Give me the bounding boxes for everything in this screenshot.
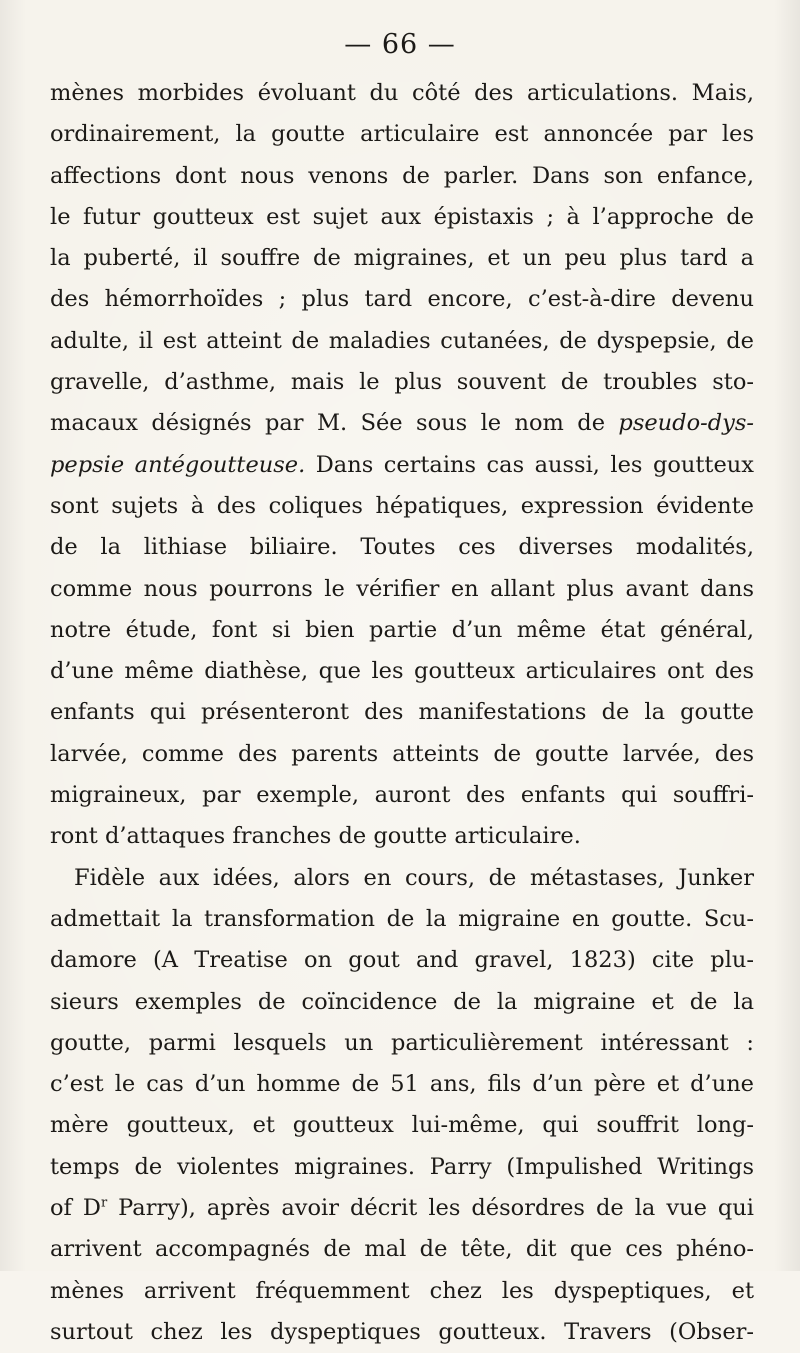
italic-term: pepsie antégoutteuse. <box>50 451 306 478</box>
text-line: sieurs exemples de coïncidence de la migraine et de la <box>50 988 754 1015</box>
text-line: comme nous pourrons le vérifier en allant plus avant dans <box>50 575 754 602</box>
text-line: ront d’attaques franches de goutte articulaire. <box>50 823 581 850</box>
italic-term: pseudo-dys- <box>618 410 754 437</box>
text-run: Dans certains cas aussi, les goutteux <box>305 451 754 478</box>
text-line: de la lithiase biliaire. Toutes ces diverses modalités, <box>50 534 754 561</box>
text-line: mènes arrivent fréquemment chez les dyspeptiques, et <box>50 1277 754 1304</box>
text-line: mènes morbides évoluant du côté des articulations. Mais, <box>50 80 754 106</box>
text-line: c’est le cas d’un homme de 51 ans, fils d’un père et d’une <box>50 1071 754 1098</box>
text-line: la puberté, il souffre de migraines, et un peu plus tard a <box>50 245 754 272</box>
text-line: notre étude, font si bien partie d’un même état général, <box>50 616 754 643</box>
text-line: larvée, comme des parents atteints de goutte larvée, des <box>50 740 754 767</box>
text-line: gravelle, d’asthme, mais le plus souvent de troubles sto- <box>50 369 754 396</box>
text-run: macaux désignés par M. Sée sous le nom de <box>50 410 619 437</box>
text-line <box>50 1188 754 1229</box>
text-line <box>50 403 754 444</box>
text-line: affections dont nous venons de parler. Dans son enfance, <box>50 162 754 189</box>
paragraph-start-line: Fidèle aux idées, alors en cours, de métastases, Junker <box>74 864 754 891</box>
text-run: Parry), après avoir décrit les désordres de la vue qui <box>107 1195 754 1222</box>
text-line <box>50 445 754 486</box>
text-line: adulte, il est atteint de maladies cutanées, de dyspepsie, de <box>50 327 754 354</box>
text-line: ordinairement, la goutte articulaire est annoncée par les <box>50 121 754 148</box>
text-line: damore (A Treatise on gout and gravel, 1823) cite plu- <box>50 947 754 974</box>
text-line: surtout chez les dyspeptiques goutteux. Travers (Obser- <box>50 1318 754 1345</box>
text-line: migraineux, par exemple, auront des enfants qui souffri- <box>50 782 754 809</box>
text-line: goutte, parmi lesquels un particulièrement intéressant : <box>50 1029 754 1056</box>
text-run: of D <box>50 1195 101 1222</box>
text-line: arrivent accompagnés de mal de tête, dit que ces phéno- <box>50 1236 754 1263</box>
text-line: temps de violentes migraines. Parry (Impulished Writings <box>50 1153 754 1180</box>
text-line: le futur goutteux est sujet aux épistaxis ; à l’approche de <box>50 203 754 230</box>
text-line: sont sujets à des coliques hépatiques, expression évidente <box>50 492 754 519</box>
text-line: enfants qui présenteront des manifestations de la goutte <box>50 699 754 726</box>
text-line: mère goutteux, et goutteux lui-même, qui souffrit long- <box>50 1112 754 1139</box>
page-number: — 66 — <box>344 29 456 60</box>
text-line: des hémorrhoïdes ; plus tard encore, c’est-à-dire devenu <box>50 286 754 313</box>
text-line: d’une même diathèse, que les goutteux articulaires ont des <box>50 658 754 685</box>
superscript: r <box>100 1195 108 1211</box>
text-line: admettait la transformation de la migraine en goutte. Scu- <box>50 905 754 932</box>
body-text <box>50 73 754 1353</box>
